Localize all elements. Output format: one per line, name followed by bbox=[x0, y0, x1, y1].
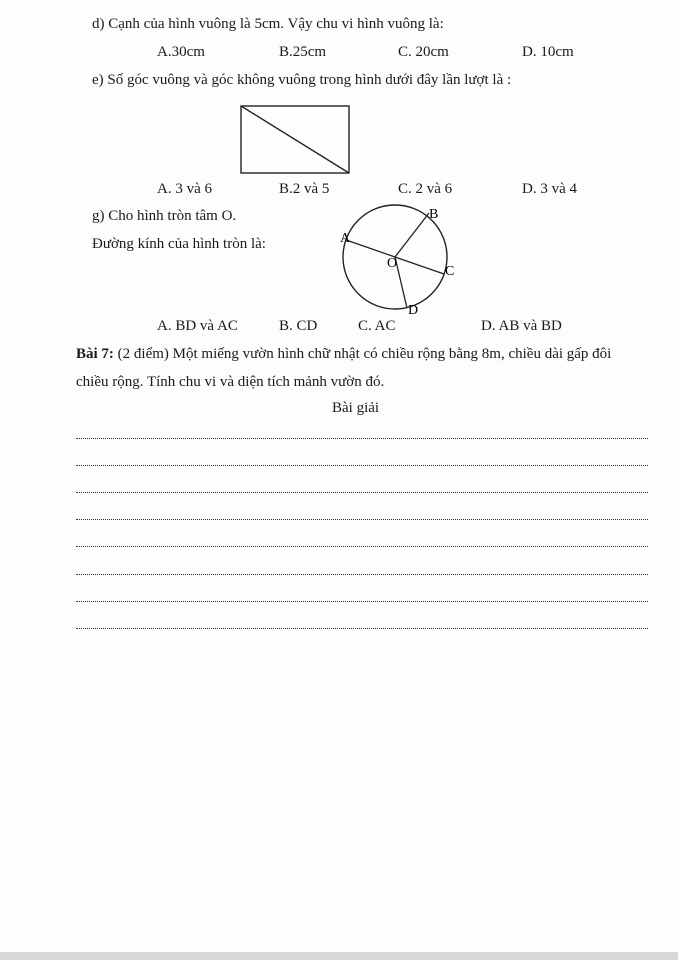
answer-line-2[interactable] bbox=[76, 465, 648, 466]
answer-line-5[interactable] bbox=[76, 546, 648, 547]
question-e-option-d: D. 3 và 4 bbox=[522, 181, 577, 197]
question-d-option-d: D. 10cm bbox=[522, 44, 574, 60]
bai7-text-line2: chiều rộng. Tính chu vi và diện tích mảnh vườn đó. bbox=[76, 374, 385, 390]
answer-line-4[interactable] bbox=[76, 519, 648, 520]
question-e-option-c: C. 2 và 6 bbox=[398, 181, 453, 197]
answer-line-1[interactable] bbox=[76, 438, 648, 439]
label-a: A bbox=[340, 231, 351, 246]
label-o: O bbox=[387, 256, 398, 271]
question-e-option-b: B.2 và 5 bbox=[279, 181, 330, 197]
bai7-text-line1: (2 điểm) Một miếng vườn hình chữ nhật có chiều rộng bằng 8m, chiều dài gấp đôi bbox=[113, 346, 612, 362]
label-b: B bbox=[429, 207, 439, 222]
question-d-option-a: A.30cm bbox=[157, 44, 205, 60]
bai7-label: Bài 7: bbox=[76, 346, 114, 362]
question-g-line1: g) Cho hình tròn tâm O. bbox=[92, 208, 237, 224]
question-e-text: e) Số góc vuông và góc không vuông trong hình dưới đây lần lượt là : bbox=[92, 72, 512, 88]
question-g-line2: Đường kính của hình tròn là: bbox=[92, 236, 266, 252]
segment-ob bbox=[395, 213, 429, 257]
question-g-option-c: C. AC bbox=[358, 318, 396, 334]
segment-ao bbox=[346, 240, 395, 257]
solution-title: Bài giải bbox=[332, 400, 380, 416]
page-bottom-edge bbox=[0, 952, 678, 960]
bai7-line1 bbox=[76, 346, 611, 363]
rectangle-figure bbox=[236, 102, 356, 178]
question-d-option-c: C. 20cm bbox=[398, 44, 449, 60]
question-d-text: d) Cạnh của hình vuông là 5cm. Vậy chu vi hình vuông là: bbox=[92, 16, 444, 32]
answer-line-6[interactable] bbox=[76, 574, 648, 575]
question-g-option-d: D. AB và BD bbox=[481, 318, 562, 334]
segment-oc bbox=[395, 257, 444, 274]
question-g-option-a: A. BD và AC bbox=[157, 318, 238, 334]
answer-line-7[interactable] bbox=[76, 601, 648, 602]
figure-diagonal bbox=[241, 106, 349, 173]
question-g-option-b: B. CD bbox=[279, 318, 318, 334]
circle-figure bbox=[330, 198, 480, 320]
question-e-option-a: A. 3 và 6 bbox=[157, 181, 212, 197]
answer-line-8[interactable] bbox=[76, 628, 648, 629]
question-d-option-b: B.25cm bbox=[279, 44, 327, 60]
label-c: C bbox=[445, 264, 455, 279]
answer-line-3[interactable] bbox=[76, 492, 648, 493]
label-d: D bbox=[408, 303, 419, 318]
